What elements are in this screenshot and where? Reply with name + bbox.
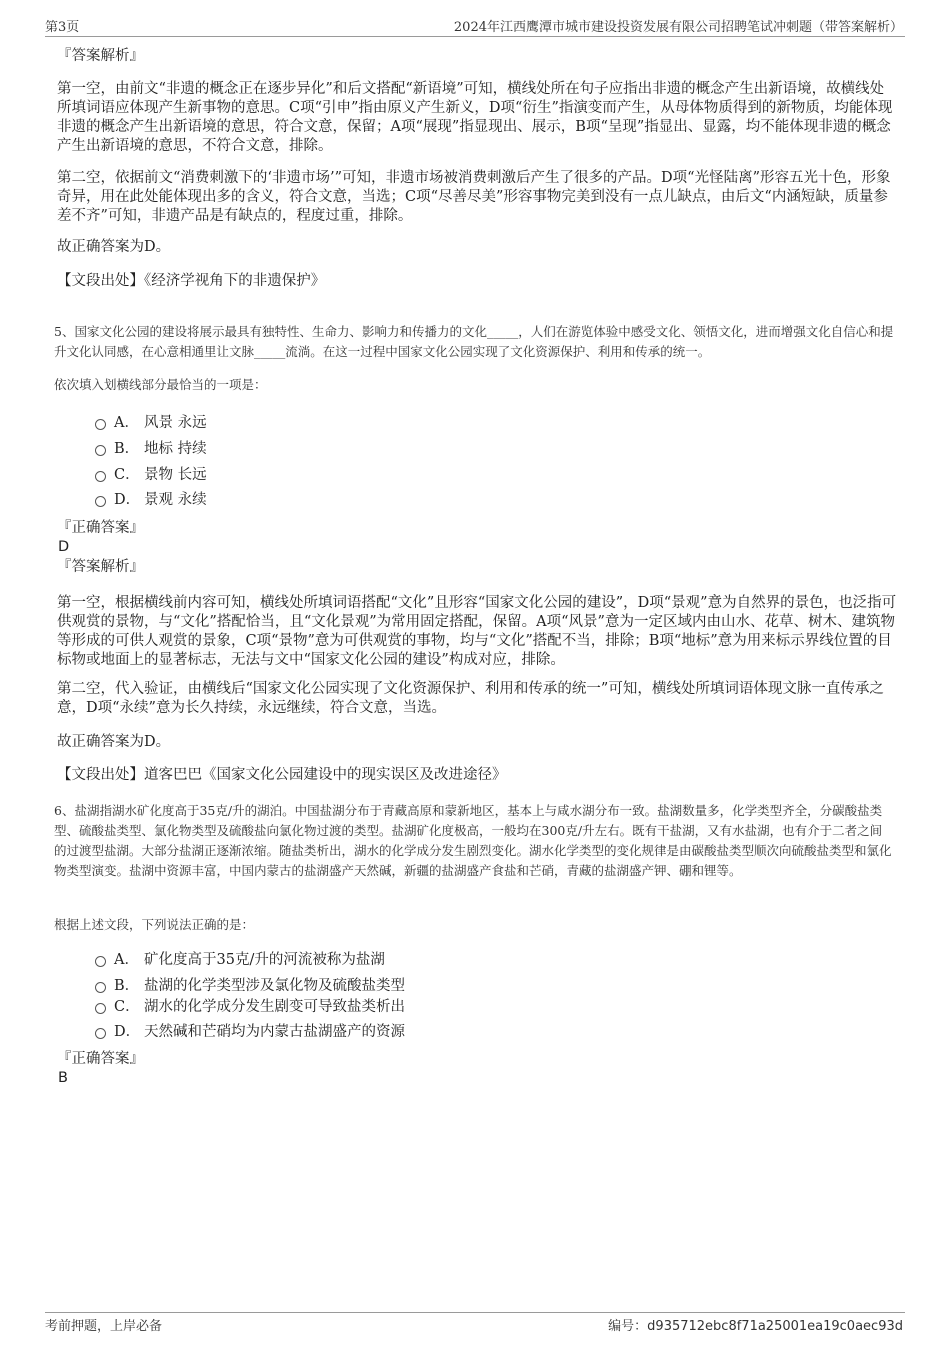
- q5-option-d[interactable]: D． 景观 永续: [95, 490, 207, 510]
- page-footer: [45, 1312, 905, 1333]
- radio-icon[interactable]: [95, 471, 106, 482]
- q5-answer: D: [58, 539, 70, 555]
- q5-source: 【文段出处】道客巴巴《国家文化公园建设中的现实误区及改进途径》: [57, 767, 507, 783]
- q4-analysis-para2: 第二空，依据前文“消费刺激下的‘非遗市场’”可知，非遗市场被消费刺激后产生了很多的产品。D项“光怪陆离”形容五光十色，形象奇异，用在此处能体现出多的含义，符合文意，当选；C项“尽善尽美”形容事物完美到没有一点儿缺点，由后文“内涵短缺，质量参差不齐”可知，非遗产品是有缺点的，程度过重，排除。: [57, 170, 891, 224]
- radio-icon[interactable]: [95, 419, 106, 430]
- page-header: [45, 14, 905, 37]
- q4-conclusion: 故正确答案为D。: [57, 239, 171, 255]
- q5-stem: 5、国家文化公园的建设将展示最具有独特性、生命力、影响力和传播力的文化_____，人们在游览体验中感受文化、领悟文化，进而增强文化自信心和提升文化认同感，在心意相通里让文脉_____流淌。在这一过程中国家文化公园实现了文化资源保护、利用和传承的统一。: [54, 324, 894, 359]
- q5-option-b[interactable]: B． 地标 持续: [95, 439, 207, 459]
- q5-analysis-para1: 第一空，根据横线前内容可知，横线处所填词语搭配“文化”且形容“国家文化公园的建设”，D项“景观”意为自然界的景色，也泛指可供观赏的景物，与“文化”搭配恰当，且“文化景观”为常用固定搭配，保留。A项“风景”意为一定区域内由山水、花草、树木、建筑物等形成的可供人观赏的景象，C项“景物”意为可供观赏的事物，均与“文化”搭配不当，排除；B项“地标”意为用来标示界线位置的目标物或地面上的显著标志，无法与文中“国家文化公园的建设”构成对应，排除。: [57, 595, 897, 668]
- document-code: [608, 1315, 903, 1334]
- footer-slogan: 考前押题，上岸必备: [45, 1319, 163, 1334]
- code-label: 编号：: [608, 1319, 648, 1334]
- q6-answer: B: [58, 1070, 68, 1086]
- q6-stem: 6、盐湖指湖水矿化度高于35克/升的湖泊。中国盐湖分布于青藏高原和蒙新地区，基本上与咸水湖分布一致。盐湖数量多，化学类型齐全，分碳酸盐类型、硫酸盐类型、氯化物类型及硫酸盐向氯化物过渡的类型。盐湖矿化度极高，一般均在300克/升左右。既有干盐湖，又有水盐湖，也有介于二者之间的过渡型盐湖。大部分盐湖正逐渐浓缩。随盐类析出，湖水的化学成分发生剧烈变化。湖水化学类型的变化规律是由碳酸盐类型顺次向硫酸盐类型和氯化物类型演变。盐湖中资源丰富，中国内蒙古的盐湖盛产天然碱，新疆的盐湖盛产食盐和芒硝，青藏的盐湖盛产钾、硼和锂等。: [54, 803, 892, 878]
- q5-analysis-para2: 第二空，代入验证，由横线后“国家文化公园实现了文化资源保护、利用和传承的统一”可知，横线处所填词语体现文脉一直传承之意，D项“永续”意为长久持续，永远继续，符合文意，当选。: [57, 681, 884, 716]
- radio-icon[interactable]: [95, 445, 106, 456]
- radio-icon[interactable]: [95, 496, 106, 507]
- page-number: 第3页: [45, 20, 80, 35]
- q4-analysis-para1: 第一空，由前文“非遗的概念正在逐步异化”和后文搭配“新语境”可知，横线处所在句子应指出非遗的概念产生出新语境，故横线处所填词语应体现产生新事物的意思。C项“引申”指由原义产生新义，D项“衍生”指演变而产生，从母体物质得到的新物质，均能体现非遗的概念产生出新语境的意思，符合文意，保留；A项“展现”指显现出、展示，B项“呈现”指显出、显露，均不能体现非遗的概念产生出新语境的意思，不符合文意，排除。: [57, 81, 893, 154]
- q4-source: 【文段出处】《经济学视角下的非遗保护》: [57, 273, 326, 289]
- q5-option-c[interactable]: C． 景物 长远: [95, 465, 207, 485]
- document-title: 2024年江西鹰潭市城市建设投资发展有限公司招聘笔试冲刺题（带答案解析）: [453, 20, 903, 35]
- q4-analysis-label: 『答案解析』: [57, 48, 144, 64]
- q5-answer-label: 『正确答案』: [57, 520, 144, 536]
- q6-prompt: 根据上述文段，下列说法正确的是：: [54, 917, 255, 932]
- q6-option-a[interactable]: A． 矿化度高于35克/升的河流被称为盐湖: [95, 950, 385, 970]
- radio-icon[interactable]: [95, 1028, 106, 1039]
- radio-icon[interactable]: [95, 956, 106, 967]
- q6-option-c[interactable]: C． 湖水的化学成分发生剧变可导致盐类析出: [95, 997, 405, 1017]
- q6-option-b[interactable]: B． 盐湖的化学类型涉及氯化物及硫酸盐类型: [95, 976, 405, 996]
- radio-icon[interactable]: [95, 1003, 106, 1014]
- q5-conclusion: 故正确答案为D。: [57, 734, 171, 750]
- q5-prompt: 依次填入划横线部分最恰当的一项是：: [54, 377, 267, 392]
- code-value: d935712ebc8f71a25001ea19c0aec93d: [647, 1319, 903, 1334]
- q5-option-a[interactable]: A． 风景 永远: [95, 413, 207, 433]
- q6-answer-label: 『正确答案』: [57, 1051, 144, 1067]
- q6-option-d[interactable]: D． 天然碱和芒硝均为内蒙古盐湖盛产的资源: [95, 1022, 405, 1042]
- radio-icon[interactable]: [95, 982, 106, 993]
- q5-analysis-label: 『答案解析』: [57, 559, 144, 575]
